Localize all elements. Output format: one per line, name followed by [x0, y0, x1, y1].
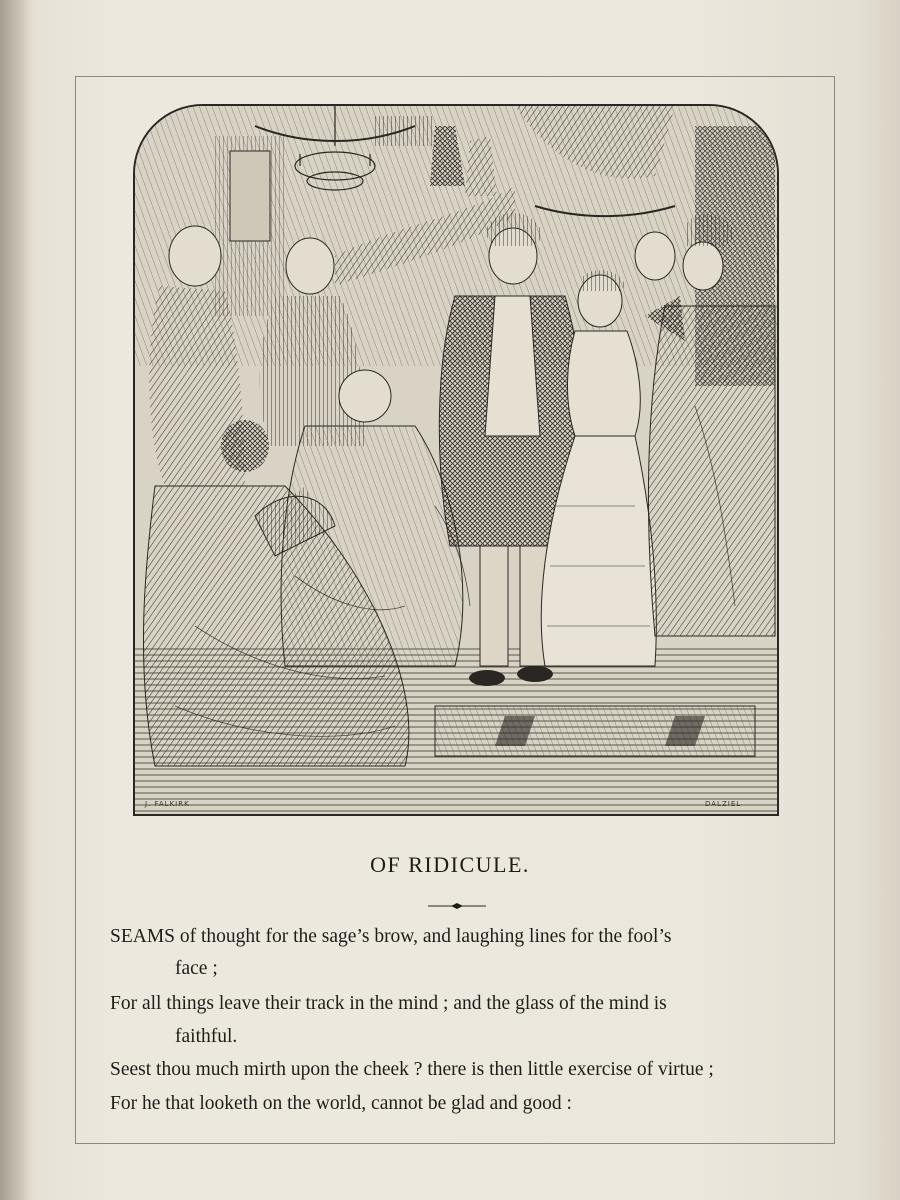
engraver-signature-right: DALZIEL	[705, 800, 742, 808]
verse-line-2-continued: faithful.	[175, 1026, 238, 1047]
verse-line-1-continued: face ;	[175, 958, 218, 979]
verse-line-3: Seest thou much mirth upon the cheek ? there is then little exercise of virtue ;	[110, 1059, 714, 1080]
title-ornament	[428, 902, 486, 910]
verse-line-4: For he that looketh on the world, cannot be glad and good :	[110, 1093, 572, 1114]
verse-line-1: SEAMS of thought for the sage’s brow, and laughing lines for the fool’s	[110, 926, 672, 947]
chapter-title: OF RIDICULE.	[370, 852, 530, 877]
book-gutter-shadow	[0, 0, 30, 1200]
verse-line-2: For all things leave their track in the mind ; and the glass of the mind is	[110, 993, 667, 1014]
engraver-signature-left: J. FALKIRK	[145, 800, 190, 808]
engraving-illustration	[133, 104, 779, 816]
